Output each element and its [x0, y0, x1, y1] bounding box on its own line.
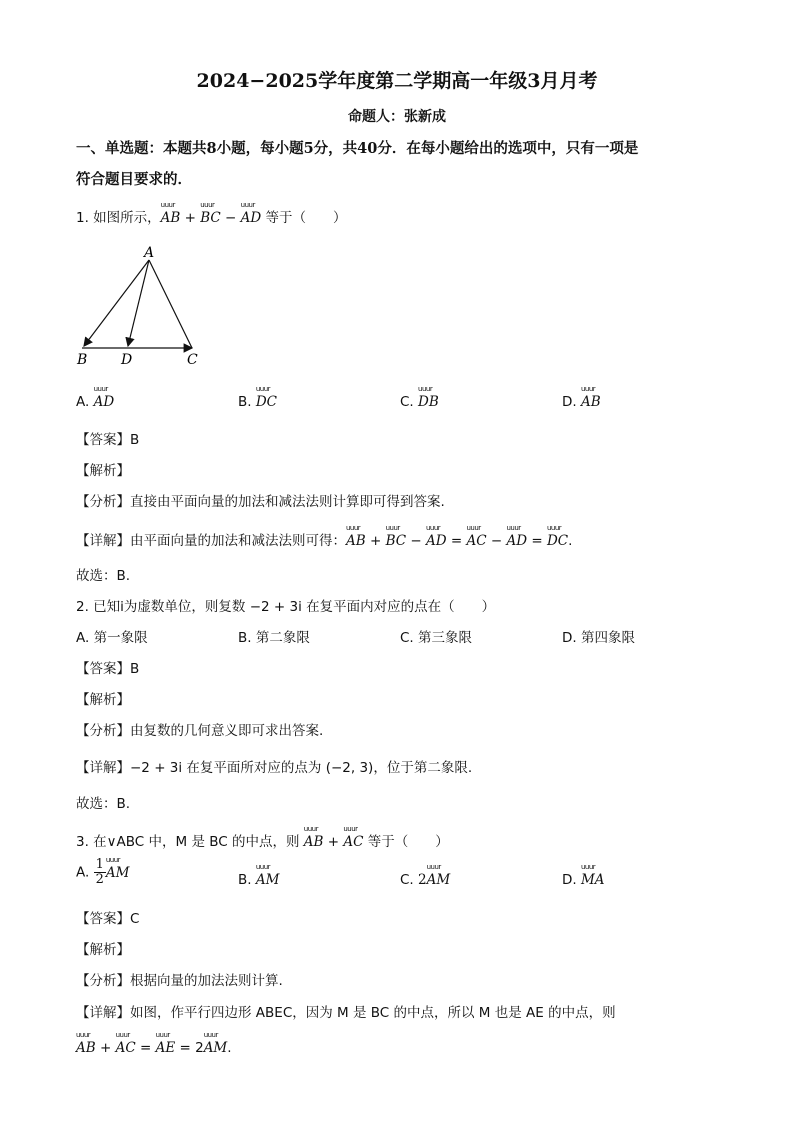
- q2-stem: 2. 已知i为虚数单位，则复数 −2 + 3i 在复平面内对应的点在（ ）: [76, 599, 496, 615]
- expr-end: .: [568, 533, 573, 549]
- label-c: C: [187, 352, 198, 368]
- expr-vec: uuur AM: [204, 1040, 228, 1056]
- fraction-numerator: 1: [95, 857, 104, 872]
- option-label: B.: [238, 872, 252, 888]
- q2-analysis-tag: 【解析】: [76, 692, 130, 708]
- q3-prefix: 3. 在∨ABC 中，M 是 BC 的中点，则: [76, 834, 304, 850]
- expr-op: =: [531, 533, 543, 549]
- q1-option-a: [76, 394, 114, 410]
- option-vec: uuur AM: [427, 872, 451, 888]
- option-label: A.: [76, 864, 90, 881]
- q3-option-c: [400, 872, 450, 888]
- fraction-denominator: 2: [95, 872, 104, 887]
- q2-answer: 【答案】B: [76, 661, 140, 677]
- q1-option-b: [238, 394, 277, 410]
- option-label: C.: [400, 394, 414, 410]
- vector-ab-arrow: [84, 260, 149, 346]
- q1-suffix: 等于（ ）: [261, 210, 347, 226]
- q3-analysis-tag: 【解析】: [76, 942, 130, 958]
- option-label: A.: [76, 394, 90, 410]
- expr-op: +: [99, 1040, 112, 1056]
- q1-analysis-tag: 【解析】: [76, 463, 130, 479]
- q2-guxuan: 故选：B.: [76, 796, 131, 812]
- option-label: D.: [562, 872, 577, 888]
- q3-xiangjie-line2: [76, 1040, 232, 1056]
- q2-option-d: D. 第四象限: [562, 630, 635, 646]
- fraction: [94, 858, 106, 887]
- expr-op: =: [450, 533, 463, 549]
- q3-vec-ab: uuur AB: [304, 834, 324, 850]
- q2-fenxi: 【分析】由复数的几何意义即可求出答案.: [76, 723, 324, 739]
- q3-option-b: [238, 872, 279, 888]
- q1-guxuan: 故选：B.: [76, 568, 131, 584]
- q1-vec-ab: uuur AB: [161, 210, 181, 226]
- section-heading-line1: 一、单选题：本题共8小题，每小题5分，共40分．在每小题给出的选项中，只有一项是: [76, 140, 639, 157]
- expr-vec: uuur AC: [116, 1040, 136, 1056]
- q1-vec-bc: uuur BC: [200, 210, 221, 226]
- q3-vec-ac: uuur AC: [343, 834, 363, 850]
- xiangjie-prefix: 【详解】由平面向量的加法和减法法则可得：: [76, 533, 346, 549]
- expr-vec: uuur AD: [506, 533, 527, 549]
- expr-vec: uuur AB: [76, 1040, 96, 1056]
- expr-vec: uuur DC: [547, 533, 568, 549]
- option-label: B.: [238, 394, 252, 410]
- q3-answer: 【答案】C: [76, 911, 140, 927]
- q1-prefix: 1. 如图所示，: [76, 210, 161, 226]
- label-d: D: [121, 352, 133, 368]
- option-coef: 2: [418, 872, 427, 888]
- label-a: A: [144, 245, 155, 261]
- option-vec: uuur AB: [581, 394, 601, 410]
- q1-vec-ad: uuur AD: [241, 210, 262, 226]
- option-vec: uuur AM: [106, 865, 130, 881]
- option-vec: uuur DC: [256, 394, 277, 410]
- option-label: D.: [562, 394, 577, 410]
- option-vec: uuur DB: [418, 394, 439, 410]
- q3-fenxi: 【分析】根据向量的加法法则计算.: [76, 973, 283, 989]
- q1-option-c: [400, 394, 439, 410]
- q1-option-d: [562, 394, 601, 410]
- q2-option-c: C. 第三象限: [400, 630, 473, 646]
- expr-op: =: [179, 1040, 191, 1056]
- q1-triangle-figure: [70, 240, 220, 370]
- q1-answer: 【答案】B: [76, 432, 140, 448]
- option-vec: uuur AM: [256, 872, 280, 888]
- q3-xiangjie-line1: 【详解】如图，作平行四边形 ABEC，因为 M 是 BC 的中点，所以 M 也是 AE 的中点，则: [76, 1005, 616, 1021]
- q3-stem: [76, 830, 449, 850]
- option-label: C.: [400, 872, 414, 888]
- option-vec: uuur AD: [94, 394, 115, 410]
- q3-option-a: [76, 858, 129, 887]
- q3-option-d: [562, 872, 605, 888]
- q1-op-minus: −: [220, 210, 241, 226]
- expr-vec: uuur BC: [386, 533, 407, 549]
- q1-xiangjie: [76, 529, 572, 549]
- expr-vec: uuur AC: [466, 533, 486, 549]
- page-title: 2024−2025学年度第二学期高一年级3月月考: [196, 70, 598, 92]
- q2-option-a: A. 第一象限: [76, 630, 148, 646]
- section-heading-line2: 符合题目要求的．: [76, 171, 192, 188]
- q3-suffix: 等于（ ）: [363, 834, 449, 850]
- expr-op: =: [139, 1040, 152, 1056]
- author-line: 命题人：张新成: [348, 109, 446, 125]
- q1-stem: [76, 206, 347, 226]
- expr-op: −: [410, 533, 422, 549]
- q1-fenxi: 【分析】直接由平面向量的加法和减法法则计算即可得到答案.: [76, 494, 445, 510]
- expr-end: .: [227, 1040, 232, 1056]
- expr-coef: 2: [195, 1040, 204, 1056]
- q3-op: +: [323, 834, 344, 850]
- expr-vec: uuur AE: [156, 1040, 176, 1056]
- expr-op: +: [369, 533, 382, 549]
- expr-op: −: [490, 533, 503, 549]
- side-ac-line: [149, 260, 192, 348]
- q1-op-plus: +: [180, 210, 201, 226]
- q2-xiangjie: 【详解】−2 + 3i 在复平面所对应的点为 (−2, 3)，位于第二象限.: [76, 760, 473, 776]
- q2-option-b: B. 第二象限: [238, 630, 310, 646]
- expr-vec: uuur AB: [346, 533, 366, 549]
- expr-vec: uuur AD: [426, 533, 447, 549]
- option-vec: uuur MA: [581, 872, 605, 888]
- label-b: B: [77, 352, 88, 368]
